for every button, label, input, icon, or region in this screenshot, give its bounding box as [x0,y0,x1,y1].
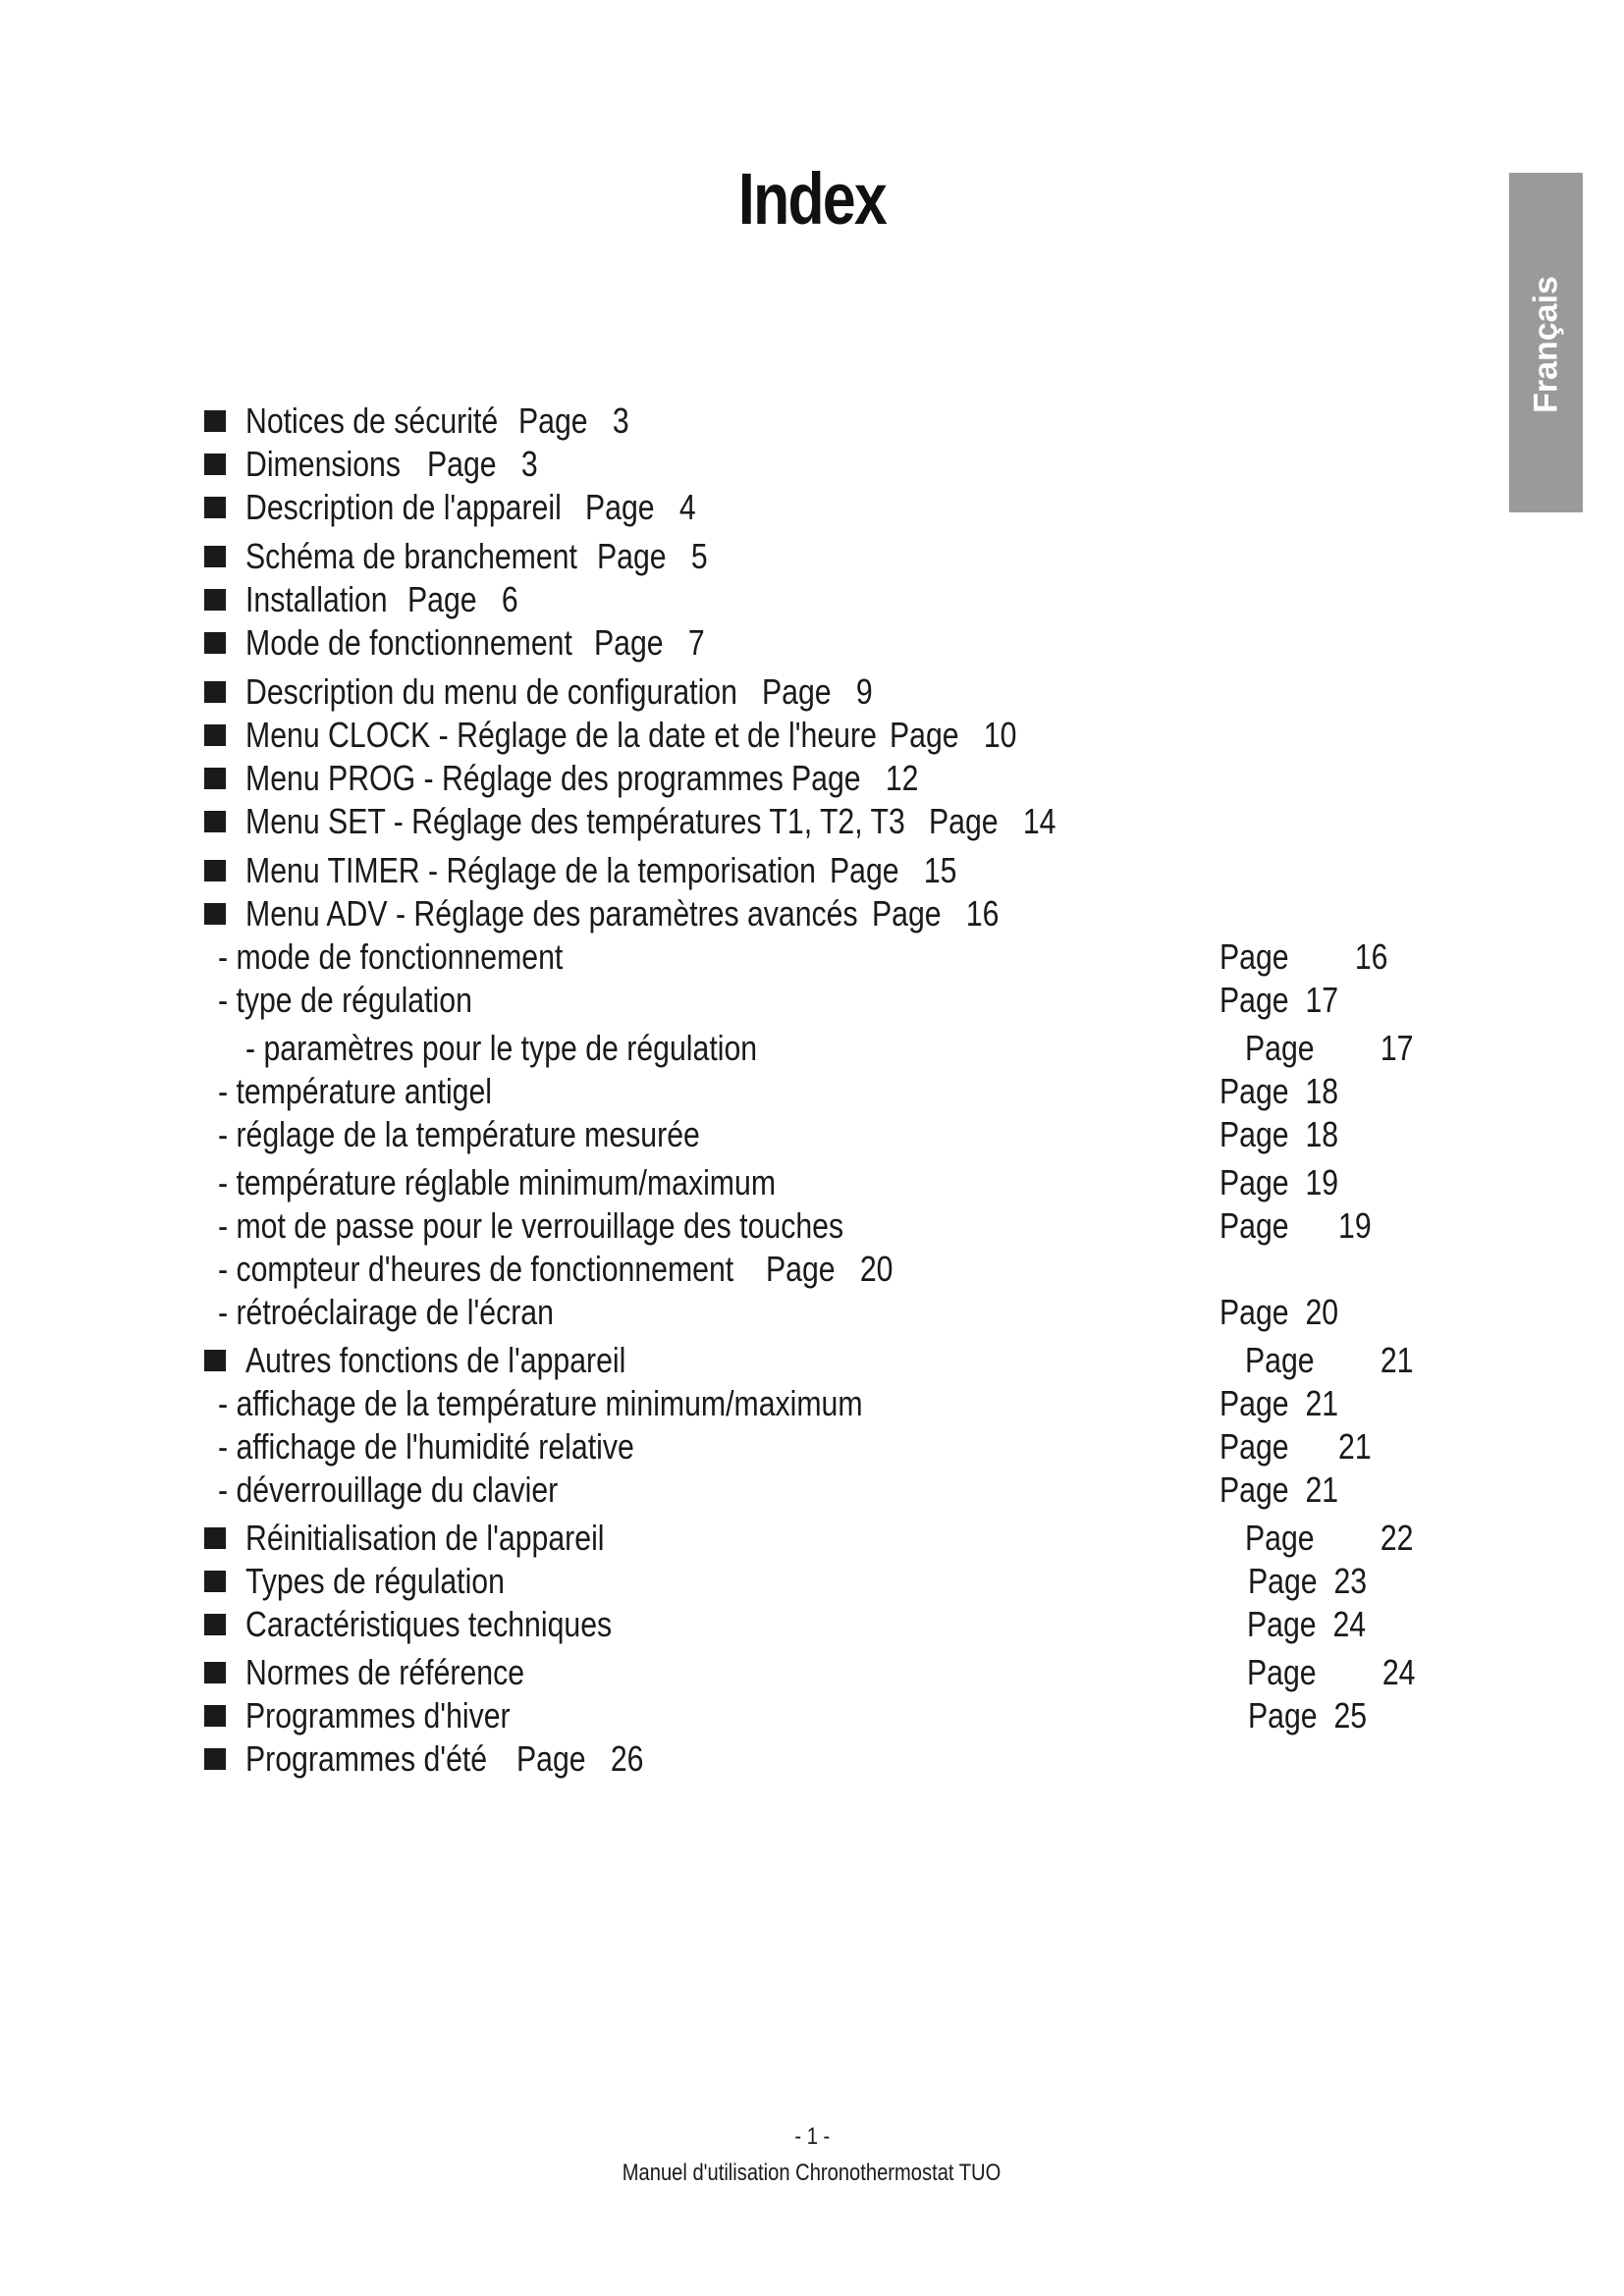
page-number: 19 [1305,1162,1339,1202]
page-word: Page [890,715,959,755]
toc-entry-page [597,535,708,578]
footer-manual-title-text: Manuel d'utilisation Chronothermostat TUO [623,2160,1001,2186]
page-number: 20 [859,1249,893,1289]
page-number: 10 [983,715,1017,755]
toc-entry-page [585,486,696,529]
page-word: Page [872,893,942,934]
page-number: 7 [687,622,705,663]
toc-entry [245,621,634,665]
toc-subentry [218,1382,986,1425]
page-word: Page [1245,1340,1315,1380]
toc-entry-label: Menu PROG - Réglage des programmes [245,758,784,798]
toc-entry-page [872,892,999,935]
toc-subentry [218,1204,962,1248]
toc-entry-label: - mot de passe pour le verrouillage des touches [218,1205,844,1246]
toc-entry-label: Programmes d'hiver [245,1695,511,1735]
toc-entry-label: - température réglable minimum/maximum [218,1162,777,1202]
toc-entry-page [1247,1603,1366,1646]
toc-entry-label: Installation [245,579,388,619]
toc-entry-label: Dimensions [245,444,401,484]
page-word: Page [1219,1114,1289,1154]
toc-subentry [218,1248,832,1291]
toc-entry-label: Notices de sécurité [245,400,499,441]
toc-entry [245,1517,673,1560]
toc-entry [245,1603,681,1646]
page-number: 9 [855,671,873,712]
page-word: Page [830,850,899,890]
toc-entry-page [1248,1694,1367,1737]
toc-entry-label: Schéma de branchement [245,536,577,576]
toc-subentry [218,935,628,979]
toc-entry [245,892,974,935]
toc-entry-page [1247,1651,1415,1694]
page-number: 22 [1380,1518,1414,1558]
page-number: 5 [690,536,708,576]
toc-entry-label: - température antigel [218,1071,493,1111]
bullet-icon [204,589,226,611]
page-number: 26 [610,1738,644,1779]
page-word: Page [929,801,999,841]
page-word: Page [585,487,655,527]
page-word: Page [597,536,667,576]
bullet-icon [204,632,226,654]
page-word: Page [1219,936,1289,977]
toc-entry-label: - mode de fonctionnement [218,936,564,977]
bullet-icon [204,497,226,518]
page-word: Page [1219,980,1289,1020]
page-number: 4 [678,487,696,527]
toc-entry-label: - affichage de l'humidité relative [218,1426,634,1467]
toc-entry [245,1737,533,1781]
bullet-icon [204,811,226,832]
toc-entry-label: Autres fonctions de l'appareil [245,1340,626,1380]
toc-entry-page [1219,1161,1338,1204]
toc-subentry [218,1070,544,1113]
bullet-icon [204,454,226,475]
toc-entry [245,578,414,621]
page-word: Page [766,1249,836,1289]
page-word: Page [1219,1071,1289,1111]
footer-page-number [0,2123,1624,2151]
toc-entry [245,535,640,578]
toc-subentry [245,1027,854,1070]
toc-subentry [218,1291,618,1334]
toc-entry [245,670,831,714]
bullet-icon [204,410,226,432]
page-number: 6 [501,579,518,619]
page-number: 21 [1338,1426,1372,1467]
toc-subentry [218,979,520,1022]
page-word: Page [1219,1162,1289,1202]
toc-entry-page [1219,1291,1338,1334]
page-number: 21 [1380,1340,1414,1380]
toc-entry-page [929,800,1056,843]
page-word: Page [1219,1292,1289,1332]
toc-entry-page [766,1248,893,1291]
toc-entry [245,714,997,757]
page-number: 24 [1381,1652,1416,1692]
page-number: 12 [885,758,919,798]
toc-entry-page [1245,1339,1413,1382]
page-word: Page [1248,1561,1318,1601]
toc-entry-page [1219,979,1338,1022]
page-word: Page [791,758,861,798]
bullet-icon [204,1614,226,1635]
toc-entry-page [407,578,518,621]
toc-entry-label: - compteur d'heures de fonctionnement [218,1249,734,1289]
toc-subentry [218,1468,623,1512]
page-word: Page [1248,1695,1318,1735]
bullet-icon [204,1748,226,1770]
toc-entry-label: Programmes d'été [245,1738,488,1779]
toc-entry-label: Caractéristiques techniques [245,1604,613,1644]
toc-entry-page [1248,1560,1367,1603]
toc-entry-label: Description de l'appareil [245,487,562,527]
bullet-icon [204,546,226,567]
page-number: 23 [1333,1561,1368,1601]
page-word: Page [1245,1518,1315,1558]
page-word: Page [1245,1028,1315,1068]
bullet-icon [204,681,226,703]
page-word: Page [1247,1652,1317,1692]
toc-entry-label: - rétroéclairage de l'écran [218,1292,554,1332]
page-word: Page [516,1738,586,1779]
page-word: Page [518,400,588,441]
page-number: 21 [1305,1469,1339,1510]
toc-entry-label: Menu SET - Réglage des températures T1, T2, T3 [245,801,905,841]
toc-entry-label: Menu CLOCK - Réglage de la date et de l'heure [245,715,877,755]
page-number: 25 [1333,1695,1368,1735]
toc-entry-page [1219,1468,1338,1512]
toc-entry-label: Normes de référence [245,1652,525,1692]
toc-subentry [218,1161,882,1204]
bullet-icon [204,768,226,789]
toc-entry-page [1245,1517,1413,1560]
footer-manual-title [0,2160,1624,2187]
language-tab-label: Français [1527,276,1564,413]
toc-entry-label: Types de régulation [245,1561,505,1601]
page-number: 17 [1380,1028,1414,1068]
toc-entry-page [516,1737,643,1781]
bullet-icon [204,1662,226,1683]
toc-entry-label: - réglage de la température mesurée [218,1114,700,1154]
page-number: 17 [1305,980,1339,1020]
toc-entry [245,1694,561,1737]
page-word: Page [1219,1383,1289,1423]
toc-entry-label: Menu ADV - Réglage des paramètres avancés [245,893,858,934]
footer-page-number-text: - 1 - [794,2123,830,2150]
toc-entry-label: Réinitialisation de l'appareil [245,1518,605,1558]
toc-entry-page [1219,935,1387,979]
page-number: 16 [1354,936,1388,977]
page-number: 21 [1305,1383,1339,1423]
toc-entry-page [1219,1425,1372,1468]
page-number: 15 [923,850,957,890]
toc-subentry [218,1113,791,1156]
toc-entry [245,1560,554,1603]
page-word: Page [762,671,832,712]
bullet-icon [204,1705,226,1727]
page-number: 19 [1338,1205,1372,1246]
page-title: Index [737,158,887,240]
toc-entry-label: Description du menu de configuration [245,671,737,712]
toc-entry [245,1651,577,1694]
toc-entry-page [594,621,705,665]
toc-entry [245,849,925,892]
toc-entry-page [427,443,538,486]
toc-entry-label: Mode de fonctionnement [245,622,572,663]
page-word: Page [1247,1604,1317,1644]
page-word: Page [1219,1469,1289,1510]
bullet-icon [204,903,226,925]
bullet-icon [204,860,226,881]
toc-entry [245,400,546,443]
toc-entry-label: - paramètres pour le type de régulation [245,1028,758,1068]
page-number: 14 [1022,801,1056,841]
toc-entry [245,486,622,529]
page-number: 3 [612,400,629,441]
toc-entry-page [1219,1204,1372,1248]
bullet-icon [204,724,226,746]
toc-entry-label: - affichage de la température minimum/maximum [218,1383,863,1423]
page-number: 24 [1332,1604,1367,1644]
page-word: Page [1219,1426,1289,1467]
toc-entry [245,800,1031,843]
bullet-icon [204,1527,226,1549]
page-word: Page [407,579,477,619]
toc-entry-page [830,849,956,892]
toc-entry-page [1245,1027,1413,1070]
page-word: Page [1219,1205,1289,1246]
bullet-icon [204,1571,226,1592]
page-number: 20 [1305,1292,1339,1332]
bullet-icon [204,1350,226,1371]
toc-entry-page [762,670,873,714]
toc-entry-page [518,400,629,443]
page-number: 18 [1305,1071,1339,1111]
page-number: 16 [965,893,1000,934]
toc-entry-page [1219,1382,1338,1425]
page-word: Page [594,622,664,663]
toc-entry-label: - type de régulation [218,980,472,1020]
toc-entry-page [1219,1113,1338,1156]
toc-entry-page [1219,1070,1338,1113]
toc-subentry [218,1425,714,1468]
toc-entry-label: Menu TIMER - Réglage de la temporisation [245,850,817,890]
toc-entry-page [791,757,918,800]
page-number: 18 [1305,1114,1339,1154]
toc-entry [245,757,886,800]
toc-entry-label: - déverrouillage du clavier [218,1469,559,1510]
page-number: 3 [520,444,538,484]
toc-entry [245,443,430,486]
toc-entry-page [890,714,1016,757]
toc-entry [245,1339,698,1382]
page-word: Page [427,444,497,484]
